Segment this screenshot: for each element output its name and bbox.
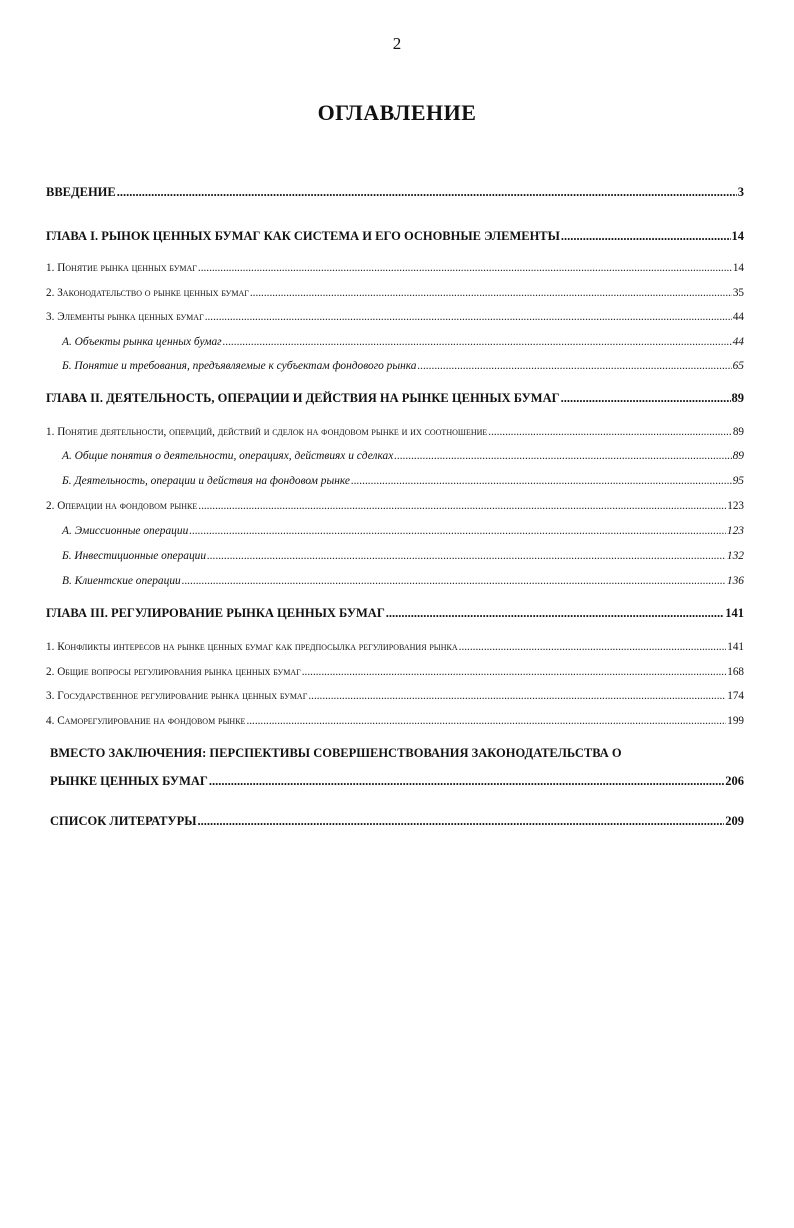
page-ref: 35 <box>732 287 744 299</box>
toc-entry-intro[interactable]: ВВЕДЕНИЕ ..... 3 <box>46 183 744 201</box>
page-ref: 141 <box>725 606 744 620</box>
toc-entry-3-2[interactable]: 2. Общие вопросы регулирования рынка ценных бумаг ..... 168 <box>46 663 744 681</box>
page-ref: 14 <box>731 229 744 243</box>
toc-entry-3-1[interactable]: 1. Конфликты интересов на рынке ценных бумаг как предпосылка регулирования рынка ..... 141 <box>46 638 744 656</box>
toc-entry-chapter-1[interactable]: ГЛАВА I. РЫНОК ЦЕННЫХ БУМАГ КАК СИСТЕМА И ЕГО ОСНОВНЫЕ ЭЛЕМЕНТЫ ..... 14 <box>46 227 744 245</box>
toc-entry-1-3-a[interactable]: А. Объекты рынка ценных бумаг ..... 44 <box>46 333 744 351</box>
toc-entry-3-3[interactable]: 3. Государственное регулирование рынка ценных бумаг ..... 174 <box>46 687 744 705</box>
page-ref: 89 <box>731 391 744 405</box>
page-ref: 44 <box>732 336 744 348</box>
page-ref: 44 <box>732 311 744 323</box>
page-ref: 89 <box>732 426 744 438</box>
toc-entry-conclusion[interactable]: РЫНКЕ ЦЕННЫХ БУМАГ ..... 206 <box>50 772 744 790</box>
toc-entry-conclusion-line1[interactable]: ВМЕСТО ЗАКЛЮЧЕНИЯ: ПЕРСПЕКТИВЫ СОВЕРШЕНСТВОВАНИЯ ЗАКОНОДАТЕЛЬСТВА О <box>50 746 622 760</box>
toc-entry-2-2-b[interactable]: Б. Инвестиционные операции ..... 132 <box>46 547 744 565</box>
page-ref: 123 <box>727 500 744 512</box>
page-ref: 14 <box>732 262 744 274</box>
page-ref: 174 <box>727 690 744 702</box>
toc-entry-chapter-2[interactable]: ГЛАВА II. ДЕЯТЕЛЬНОСТЬ, ОПЕРАЦИИ И ДЕЙСТВИЯ НА РЫНКЕ ЦЕННЫХ БУМАГ ..... 89 <box>46 389 744 407</box>
page-ref: 136 <box>726 575 744 587</box>
toc-entry-1-3-b[interactable]: Б. Понятие и требования, предъявляемые к субъектам фондового рынка ..... 65 <box>46 357 744 375</box>
page-ref: 123 <box>726 525 744 537</box>
page-ref: 132 <box>726 550 744 562</box>
page-ref: 89 <box>732 450 744 462</box>
toc-entry-2-2[interactable]: 2. Операции на фондовом рынке ..... 123 <box>46 497 744 515</box>
toc-entry-1-2[interactable]: 2. Законодательство о рынке ценных бумаг ..... 35 <box>46 284 744 302</box>
toc-entry-1-1[interactable]: 1. Понятие рынка ценных бумаг ..... 14 <box>46 259 744 277</box>
toc-entry-2-2-a[interactable]: А. Эмиссионные операции ..... 123 <box>46 522 744 540</box>
toc-entry-2-2-c[interactable]: В. Клиентские операции ..... 136 <box>46 572 744 590</box>
page-ref: 95 <box>732 475 744 487</box>
toc-entry-1-3[interactable]: 3. Элементы рынка ценных бумаг ..... 44 <box>46 308 744 326</box>
page-ref: 206 <box>725 774 744 788</box>
page-ref: 199 <box>727 715 744 727</box>
toc-entry-chapter-3[interactable]: ГЛАВА III. РЕГУЛИРОВАНИЕ РЫНКА ЦЕННЫХ БУМАГ ..... 141 <box>46 604 744 622</box>
page-ref: 209 <box>725 814 744 828</box>
toc-entry-3-4[interactable]: 4. Саморегулирование на фондовом рынке ..... 199 <box>46 712 744 730</box>
page-number: 2 <box>392 34 402 53</box>
toc-entry-references[interactable]: СПИСОК ЛИТЕРАТУРЫ ..... 209 <box>50 812 744 830</box>
page-ref: 168 <box>727 666 744 678</box>
page-ref: 3 <box>737 185 744 199</box>
page-title: ОГЛАВЛЕНИЕ <box>317 100 477 125</box>
page-ref: 141 <box>727 641 744 653</box>
toc-entry-2-1-a[interactable]: А. Общие понятия о деятельности, операциях, действиях и сделках ..... 89 <box>46 447 744 465</box>
toc-entry-2-1[interactable]: 1. Понятие деятельности, операций, действий и сделок на фондовом рынке и их соотношение ..... 89 <box>46 423 744 441</box>
page-ref: 65 <box>732 360 744 372</box>
toc-entry-2-1-b[interactable]: Б. Деятельность, операции и действия на фондовом рынке ..... 95 <box>46 472 744 490</box>
